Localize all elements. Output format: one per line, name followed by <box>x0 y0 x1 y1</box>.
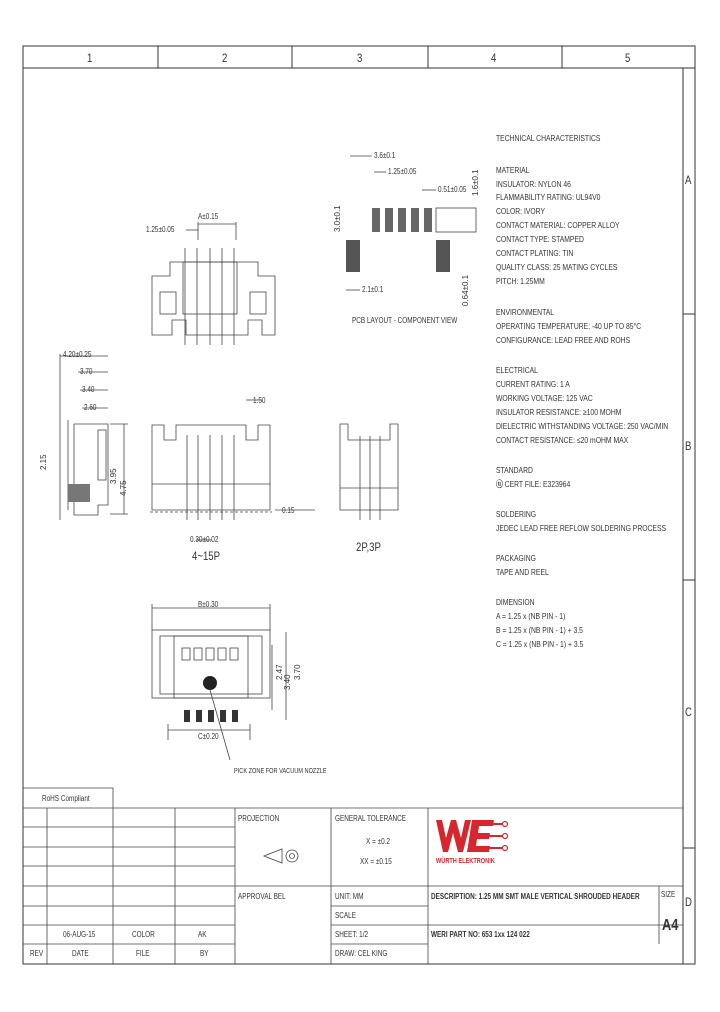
top-view-drawing <box>152 222 275 345</box>
pcb-layout-drawing <box>346 156 476 290</box>
column-label-1: 1 <box>87 51 93 65</box>
env-heading: ENVIRONMENTAL <box>496 307 555 317</box>
dim-4-75: 4.75 <box>119 480 128 496</box>
dim-2-47: 2.47 <box>275 664 284 680</box>
dim-4-20: 4.20±0.25 <box>63 350 92 359</box>
col-rev: REV <box>30 949 44 958</box>
material-line: FLAMMABILITY RATING: UL94V0 <box>496 192 601 202</box>
dim-pin-width: 0.30±0.02 <box>190 535 219 544</box>
dim-3-40: 3.40 <box>82 385 95 394</box>
pcb-dim-2-1: 2.1±0.1 <box>362 285 384 294</box>
dim-a: A±0.15 <box>198 212 219 221</box>
dim-formula: C = 1.25 x (NB PIN - 1) + 3.5 <box>496 639 584 649</box>
row-label-c: C <box>685 705 692 719</box>
nozzle-note: PICK ZONE FOR VACUUM NOZZLE <box>234 768 327 775</box>
part-number: WERI PART NO: 653 1xx 124 022 <box>431 930 530 939</box>
pcb-dim-0-64: 0.64±0.1 <box>461 274 470 306</box>
tolerance-2: XX = ±0.15 <box>360 857 392 866</box>
row-label-d: D <box>685 895 692 909</box>
pcb-dim-3-6: 3.6±0.1 <box>374 151 396 160</box>
dim-heading: DIMENSION <box>496 597 535 607</box>
column-label-5: 5 <box>625 51 631 65</box>
dim-formula: B = 1.25 x (NB PIN - 1) + 3.5 <box>496 625 583 635</box>
material-line: CONTACT MATERIAL: COPPER ALLOY <box>496 220 620 230</box>
bottom-view-drawing <box>152 604 286 760</box>
tech-heading: TECHNICAL CHARACTERISTICS <box>496 133 601 143</box>
approval-label: APPROVAL BEL <box>238 892 286 901</box>
label-2p-3p: 2P,3P <box>356 540 381 554</box>
label-4-15p: 4~15P <box>192 549 221 563</box>
pcb-dim-1-6: 1.6±0.1 <box>471 169 480 196</box>
std-line: CERT FILE: E323964 <box>504 479 571 489</box>
pcb-dim-1-25: 1.25±0.05 <box>388 167 417 176</box>
rohs-label: RoHS Compliant <box>42 794 90 803</box>
elec-line: DIELECTRIC WITHSTANDING VOLTAGE: 250 VAC/MIN <box>496 421 669 431</box>
elec-line: CONTACT RESISTANCE: ≤20 mOHM MAX <box>496 435 629 445</box>
tolerance-1: X = ±0.2 <box>366 837 390 846</box>
small-front-view-drawing <box>340 424 398 520</box>
side-view-drawing <box>60 354 128 520</box>
col-by: BY <box>200 949 209 958</box>
pcb-caption: PCB LAYOUT - COMPONENT VIEW <box>352 316 458 325</box>
projection-symbol <box>264 849 298 863</box>
material-line: CONTACT PLATING: TIN <box>496 248 574 258</box>
dim-c: C±0.20 <box>198 732 219 741</box>
material-line: INSULATOR: NYLON 46 <box>496 179 571 189</box>
projection-label: PROJECTION <box>238 814 280 823</box>
general-tolerance-label: GENERAL TOLERANCE <box>335 814 407 823</box>
column-label-4: 4 <box>491 51 497 65</box>
column-label-2: 2 <box>222 51 228 65</box>
dim-2-15: 2.15 <box>39 454 48 470</box>
pack-line: TAPE AND REEL <box>496 567 549 577</box>
solder-heading: SOLDERING <box>496 509 537 519</box>
env-line: CONFIGURANCE: LEAD FREE AND ROHS <box>496 335 631 345</box>
elec-line: INSULATOR RESISTANCE: ≥100 MOHM <box>496 407 622 417</box>
front-view-drawing <box>150 400 315 540</box>
elec-line: WORKING VOLTAGE: 125 VAC <box>496 393 593 403</box>
std-heading: STANDARD <box>496 465 533 475</box>
solder-line: JEDEC LEAD FREE REFLOW SOLDERING PROCESS <box>496 523 667 533</box>
sheet-label: SHEET: 1/2 <box>335 930 369 939</box>
env-line: OPERATING TEMPERATURE: -40 UP TO 85°C <box>496 321 642 331</box>
scale-label: SCALE <box>335 911 356 920</box>
ul-icon: ⓤ CERT FILE: E323964 <box>496 479 571 489</box>
pack-heading: PACKAGING <box>496 553 536 563</box>
dim-3-40-bottom: 3.40 <box>283 674 292 690</box>
pcb-dim-0-51: 0.51±0.05 <box>438 185 467 194</box>
elec-heading: ELECTRICAL <box>496 365 538 375</box>
dim-1-50: 1.50 <box>253 396 266 405</box>
material-line: COLOR: IVORY <box>496 206 545 216</box>
row-label-b: B <box>685 439 692 453</box>
pcb-dim-3-0: 3.0±0.1 <box>333 205 342 232</box>
material-line: QUALITY CLASS: 25 MATING CYCLES <box>496 262 618 272</box>
revision-color: COLOR <box>132 930 155 939</box>
dim-b: B±0.30 <box>198 600 219 609</box>
logo-text: WÜRTH ELEKTRONIK <box>436 858 495 865</box>
dim-2-60: 2.60 <box>84 403 97 412</box>
material-line: CONTACT TYPE: STAMPED <box>496 234 584 244</box>
sheet-size: A4 <box>662 917 679 934</box>
size-label: SIZE <box>661 890 676 899</box>
material-heading: MATERIAL <box>496 165 530 175</box>
row-label-a: A <box>685 173 692 187</box>
dim-3-70-bottom: 3.70 <box>293 664 302 680</box>
dim-flatness: 0.15 <box>282 506 295 515</box>
column-label-3: 3 <box>357 51 363 65</box>
elec-line: CURRENT RATING: 1 A <box>496 379 570 389</box>
drawn-by-label: DRAW: CEL KING <box>335 949 388 958</box>
dim-3-70: 3.70 <box>80 367 93 376</box>
revision-ak: AK <box>198 930 207 939</box>
col-date: DATE <box>72 949 89 958</box>
unit-label: UNIT: MM <box>335 892 364 901</box>
dim-3-95: 3.95 <box>109 468 118 484</box>
col-file: FILE <box>136 949 150 958</box>
dim-a-pitch: 1.25±0.05 <box>146 225 175 234</box>
dim-formula: A = 1.25 x (NB PIN - 1) <box>496 611 566 621</box>
description: DESCRIPTION: 1.25 MM SMT MALE VERTICAL SHROUDED HEADER <box>431 892 640 901</box>
revision-date: 06-AUG-15 <box>63 930 96 939</box>
material-line: PITCH: 1.25MM <box>496 276 545 286</box>
